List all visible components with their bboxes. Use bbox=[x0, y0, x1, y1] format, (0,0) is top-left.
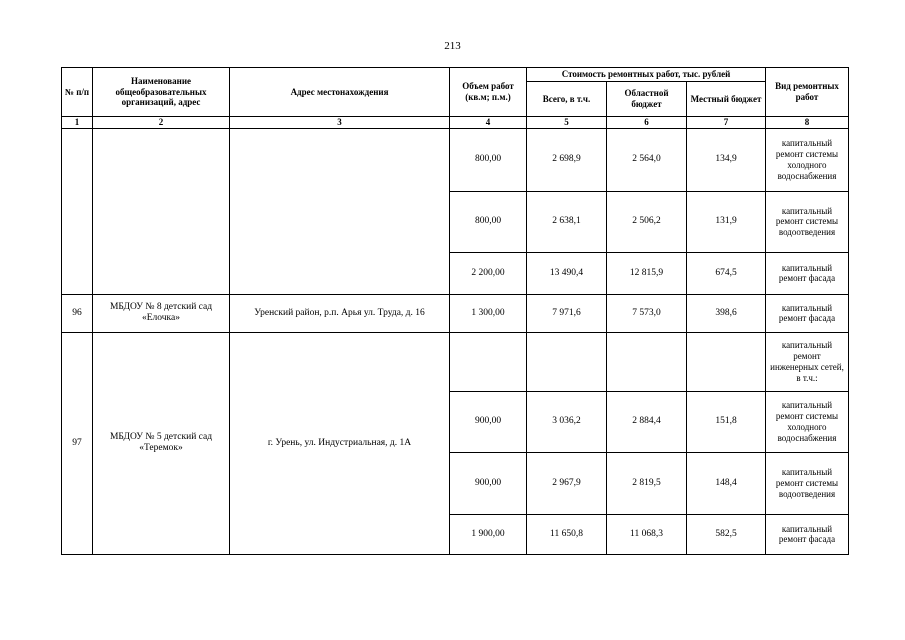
work-type-cell: капитальный ремонт системы холодного водоснабжения bbox=[766, 391, 849, 452]
repair-works-table bbox=[61, 67, 849, 555]
regional-cell: 12 815,9 bbox=[607, 252, 687, 294]
table-row bbox=[62, 332, 849, 391]
volume-cell bbox=[450, 332, 527, 391]
header-volume: Объем работ (кв.м; п.м.) bbox=[450, 68, 527, 117]
col-number: 3 bbox=[230, 117, 450, 129]
regional-cell: 7 573,0 bbox=[607, 294, 687, 332]
header-regional: Областной бюджет bbox=[607, 82, 687, 117]
total-cell: 7 971,6 bbox=[527, 294, 607, 332]
local-cell: 151,8 bbox=[687, 391, 766, 452]
col-number: 7 bbox=[687, 117, 766, 129]
org-name-cell: МБДОУ № 8 детский сад «Елочка» bbox=[93, 294, 230, 332]
volume-cell: 800,00 bbox=[450, 191, 527, 252]
total-cell bbox=[527, 332, 607, 391]
col-number: 2 bbox=[93, 117, 230, 129]
local-cell bbox=[687, 332, 766, 391]
local-cell: 674,5 bbox=[687, 252, 766, 294]
volume-cell: 1 900,00 bbox=[450, 514, 527, 554]
regional-cell bbox=[607, 332, 687, 391]
volume-cell: 900,00 bbox=[450, 452, 527, 514]
header-local: Местный бюджет bbox=[687, 82, 766, 117]
work-type-cell: капитальный ремонт инженерных сетей, в т.ч.: bbox=[766, 332, 849, 391]
total-cell: 2 638,1 bbox=[527, 191, 607, 252]
total-cell: 2 698,9 bbox=[527, 128, 607, 191]
volume-cell: 2 200,00 bbox=[450, 252, 527, 294]
regional-cell: 11 068,3 bbox=[607, 514, 687, 554]
total-cell: 2 967,9 bbox=[527, 452, 607, 514]
org-name-cell bbox=[93, 128, 230, 294]
volume-cell: 1 300,00 bbox=[450, 294, 527, 332]
work-type-cell: капитальный ремонт фасада bbox=[766, 252, 849, 294]
local-cell: 134,9 bbox=[687, 128, 766, 191]
total-cell: 11 650,8 bbox=[527, 514, 607, 554]
work-type-cell: капитальный ремонт системы водоотведения bbox=[766, 452, 849, 514]
column-number-row bbox=[62, 117, 849, 129]
header-org-name: Наименование общеобразовательных организаций, адрес bbox=[93, 68, 230, 117]
col-number: 4 bbox=[450, 117, 527, 129]
col-number: 5 bbox=[527, 117, 607, 129]
col-number: 6 bbox=[607, 117, 687, 129]
total-cell: 13 490,4 bbox=[527, 252, 607, 294]
address-cell: г. Урень, ул. Индустриальная, д. 1А bbox=[230, 332, 450, 554]
work-type-cell: капитальный ремонт системы холодного водоснабжения bbox=[766, 128, 849, 191]
local-cell: 131,9 bbox=[687, 191, 766, 252]
local-cell: 582,5 bbox=[687, 514, 766, 554]
table-row bbox=[62, 128, 849, 191]
num-cell bbox=[62, 128, 93, 294]
num-cell: 97 bbox=[62, 332, 93, 554]
col-number: 8 bbox=[766, 117, 849, 129]
org-name-cell: МБДОУ № 5 детский сад «Теремок» bbox=[93, 332, 230, 554]
volume-cell: 800,00 bbox=[450, 128, 527, 191]
header-work-type: Вид ремонтных работ bbox=[766, 68, 849, 117]
address-cell: Уренский район, р.п. Арья ул. Труда, д. 16 bbox=[230, 294, 450, 332]
num-cell: 96 bbox=[62, 294, 93, 332]
total-cell: 3 036,2 bbox=[527, 391, 607, 452]
regional-cell: 2 884,4 bbox=[607, 391, 687, 452]
page-number: 213 bbox=[444, 40, 461, 52]
regional-cell: 2 564,0 bbox=[607, 128, 687, 191]
header-total: Всего, в т.ч. bbox=[527, 82, 607, 117]
work-type-cell: капитальный ремонт системы водоотведения bbox=[766, 191, 849, 252]
table-row bbox=[62, 294, 849, 332]
address-cell bbox=[230, 128, 450, 294]
work-type-cell: капитальный ремонт фасада bbox=[766, 514, 849, 554]
header-cost-group: Стоимость ремонтных работ, тыс. рублей bbox=[527, 68, 766, 82]
volume-cell: 900,00 bbox=[450, 391, 527, 452]
regional-cell: 2 819,5 bbox=[607, 452, 687, 514]
work-type-cell: капитальный ремонт фасада bbox=[766, 294, 849, 332]
header-address: Адрес местонахождения bbox=[230, 68, 450, 117]
local-cell: 148,4 bbox=[687, 452, 766, 514]
header-num: № п/п bbox=[62, 68, 93, 117]
regional-cell: 2 506,2 bbox=[607, 191, 687, 252]
local-cell: 398,6 bbox=[687, 294, 766, 332]
col-number: 1 bbox=[62, 117, 93, 129]
